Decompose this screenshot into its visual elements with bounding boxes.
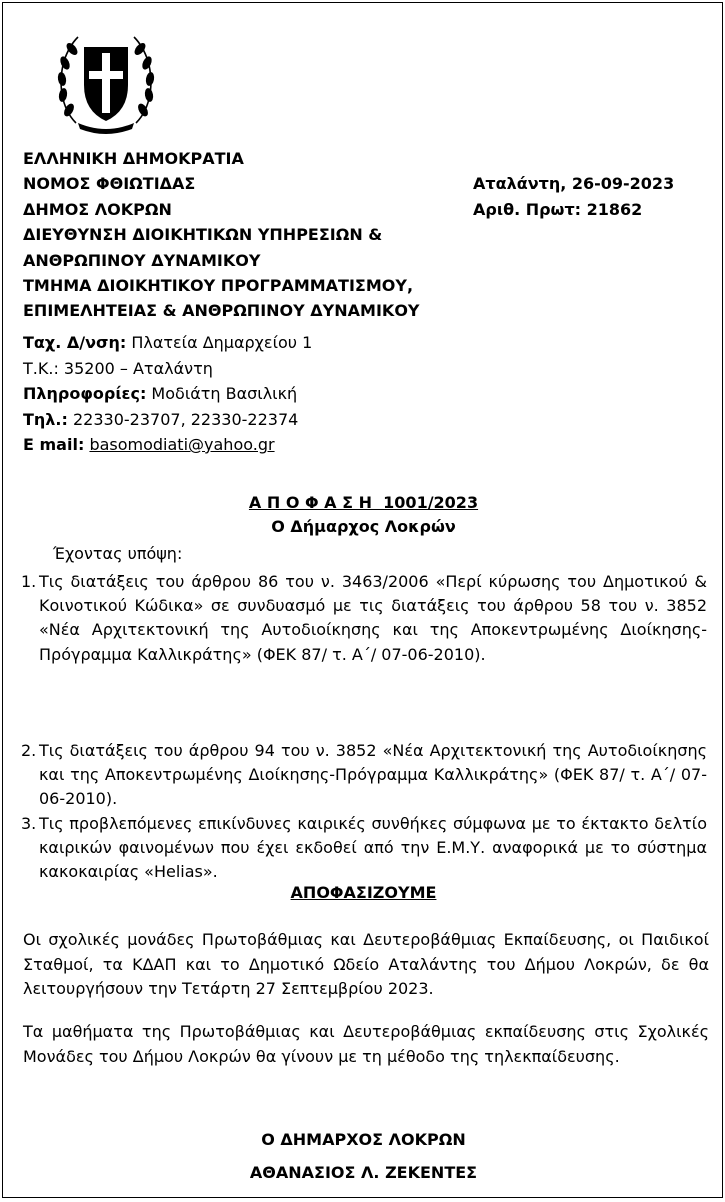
- decision-subtitle: Ο Δήμαρχος Λοκρών: [271, 517, 456, 536]
- item-number: 1.: [21, 572, 37, 591]
- issuer-line: ΔΙΕΥΘΥΝΣΗ ΔΙΟΙΚΗΤΙΚΩΝ ΥΠΗΡΕΣΙΩΝ &: [23, 225, 383, 245]
- signatory-name: ΑΘΑΝΑΣΙΟΣ Λ. ΖΕΚΕΝΤΕΣ: [249, 1163, 478, 1182]
- resolve-heading: ΑΠΟΦΑΣΙΖΟΥΜΕ: [290, 883, 437, 902]
- item-text: Τις προβλεπόμενες επικίνδυνες καιρικές συνθήκες σύμφωνα με το έκτακτο δελτίο καιρικών φαινομένων που έχει εκδοθεί από την Ε.Μ.Υ. αναφορικά με το σύστημα κακοκαιρίας «Helias».: [39, 814, 707, 882]
- info-label: Πληροφορίες:: [23, 384, 147, 403]
- info-value: Μοδιάτη Βασιλική: [146, 384, 298, 403]
- issuer-line: ΕΛΛΗΝΙΚΗ ΔΗΜΟΚΡΑΤΙΑ: [23, 149, 244, 168]
- decision-title: Α Π Ο Φ Α Σ Η 1001/2023: [248, 493, 479, 512]
- list-item: [21, 812, 707, 885]
- email-label: E mail:: [23, 435, 85, 454]
- document-page: [2, 2, 723, 1198]
- considering-label: Έχοντας υπόψη:: [53, 544, 183, 563]
- issuer-line: ΤΜΗΜΑ ΔΙΟΙΚΗΤΙΚΟΥ ΠΡΟΓΡΑΜΜΑΤΙΣΜΟΥ,: [23, 275, 414, 295]
- item-text: Τις διατάξεις του άρθρου 86 του ν. 3463/2006 «Περί κύρωσης του Δημοτικού & Κοινοτικού Κώδικα» σε συνδυασμό με τις διατάξεις του άρθρου 58 του ν. 3852 «Νέα Αρχιτεκτονική της Αυτοδιοίκησης και της Αποκεντρωμένης Διοίκησης-Πρόγραμμα Καλλικράτης» (ΦΕΚ 87/ τ. Α΄/ 07-06-2010).: [39, 572, 707, 664]
- issuer-line: ΔΗΜΟΣ ΛΟΚΡΩΝ: [23, 199, 172, 219]
- info-row: [23, 381, 312, 407]
- decision-paragraph: Τα μαθήματα της Πρωτοβάθμιας και Δευτεροβάθμιας εκπαίδευσης στις Σχολικές Μονάδες του Δήμου Λοκρών θα γίνουν με τη μέθοδο της τηλεκπαίδευσης.: [23, 1022, 709, 1066]
- greek-coat-of-arms-icon: [56, 23, 156, 141]
- contact-block: [23, 330, 312, 458]
- signatory-role: Ο ΔΗΜΑΡΧΟΣ ΛΟΚΡΩΝ: [261, 1130, 466, 1149]
- item-number: 2.: [21, 741, 37, 760]
- address-value: Πλατεία Δημαρχείου 1: [126, 333, 313, 352]
- item-text: Τις διατάξεις του άρθρου 94 του ν. 3852 «Νέα Αρχιτεκτονική της Αυτοδιοίκησης και της Αποκεντρωμένης Διοίκησης-Πρόγραμμα Καλλικράτης» (ΦΕΚ 87/ τ. Α΄/ 07-06-2010).: [39, 741, 707, 809]
- issuer-line: ΕΠΙΜΕΛΗΤΕΙΑΣ & ΑΝΘΡΩΠΙΝΟΥ ΔΥΝΑΜΙΚΟΥ: [23, 301, 420, 321]
- address-row: [23, 330, 312, 356]
- postcode: Τ.Κ.: 35200 – Αταλάντη: [23, 358, 213, 378]
- phone-row: [23, 407, 312, 433]
- phone-value: 22330-23707, 22330-22374: [67, 409, 299, 429]
- decision-paragraph: Οι σχολικές μονάδες Πρωτοβάθμιας και Δευτεροβάθμιας Εκπαίδευσης, οι Παιδικοί Σταθμοί, τα ΚΔΑΠ και το Δημοτικό Ωδείο Αταλάντης του Δήμου Λοκρών, δε θα λειτουργήσουν την Τετάρτη 27 Σεπτεμβρίου 2023.: [23, 930, 709, 998]
- phone-label: Τηλ.:: [23, 409, 68, 429]
- list-item: [21, 739, 707, 812]
- email-link[interactable]: basomodiati@yahoo.gr: [89, 435, 275, 454]
- issuer-line: ΝΟΜΟΣ ΦΘΙΩΤΙΔΑΣ: [23, 174, 196, 194]
- issuer-line: ΑΝΘΡΩΠΙΝΟΥ ΔΥΝΑΜΙΚΟΥ: [23, 250, 261, 270]
- list-item: [21, 570, 707, 667]
- issuer-block: [23, 146, 420, 324]
- item-number: 3.: [21, 814, 37, 833]
- protocol-number: Αριθ. Πρωτ: 21862: [473, 200, 643, 219]
- place-date: Αταλάντη, 26-09-2023: [473, 174, 675, 193]
- address-label: Ταχ. Δ/νση:: [23, 333, 127, 352]
- email-row: [23, 432, 312, 458]
